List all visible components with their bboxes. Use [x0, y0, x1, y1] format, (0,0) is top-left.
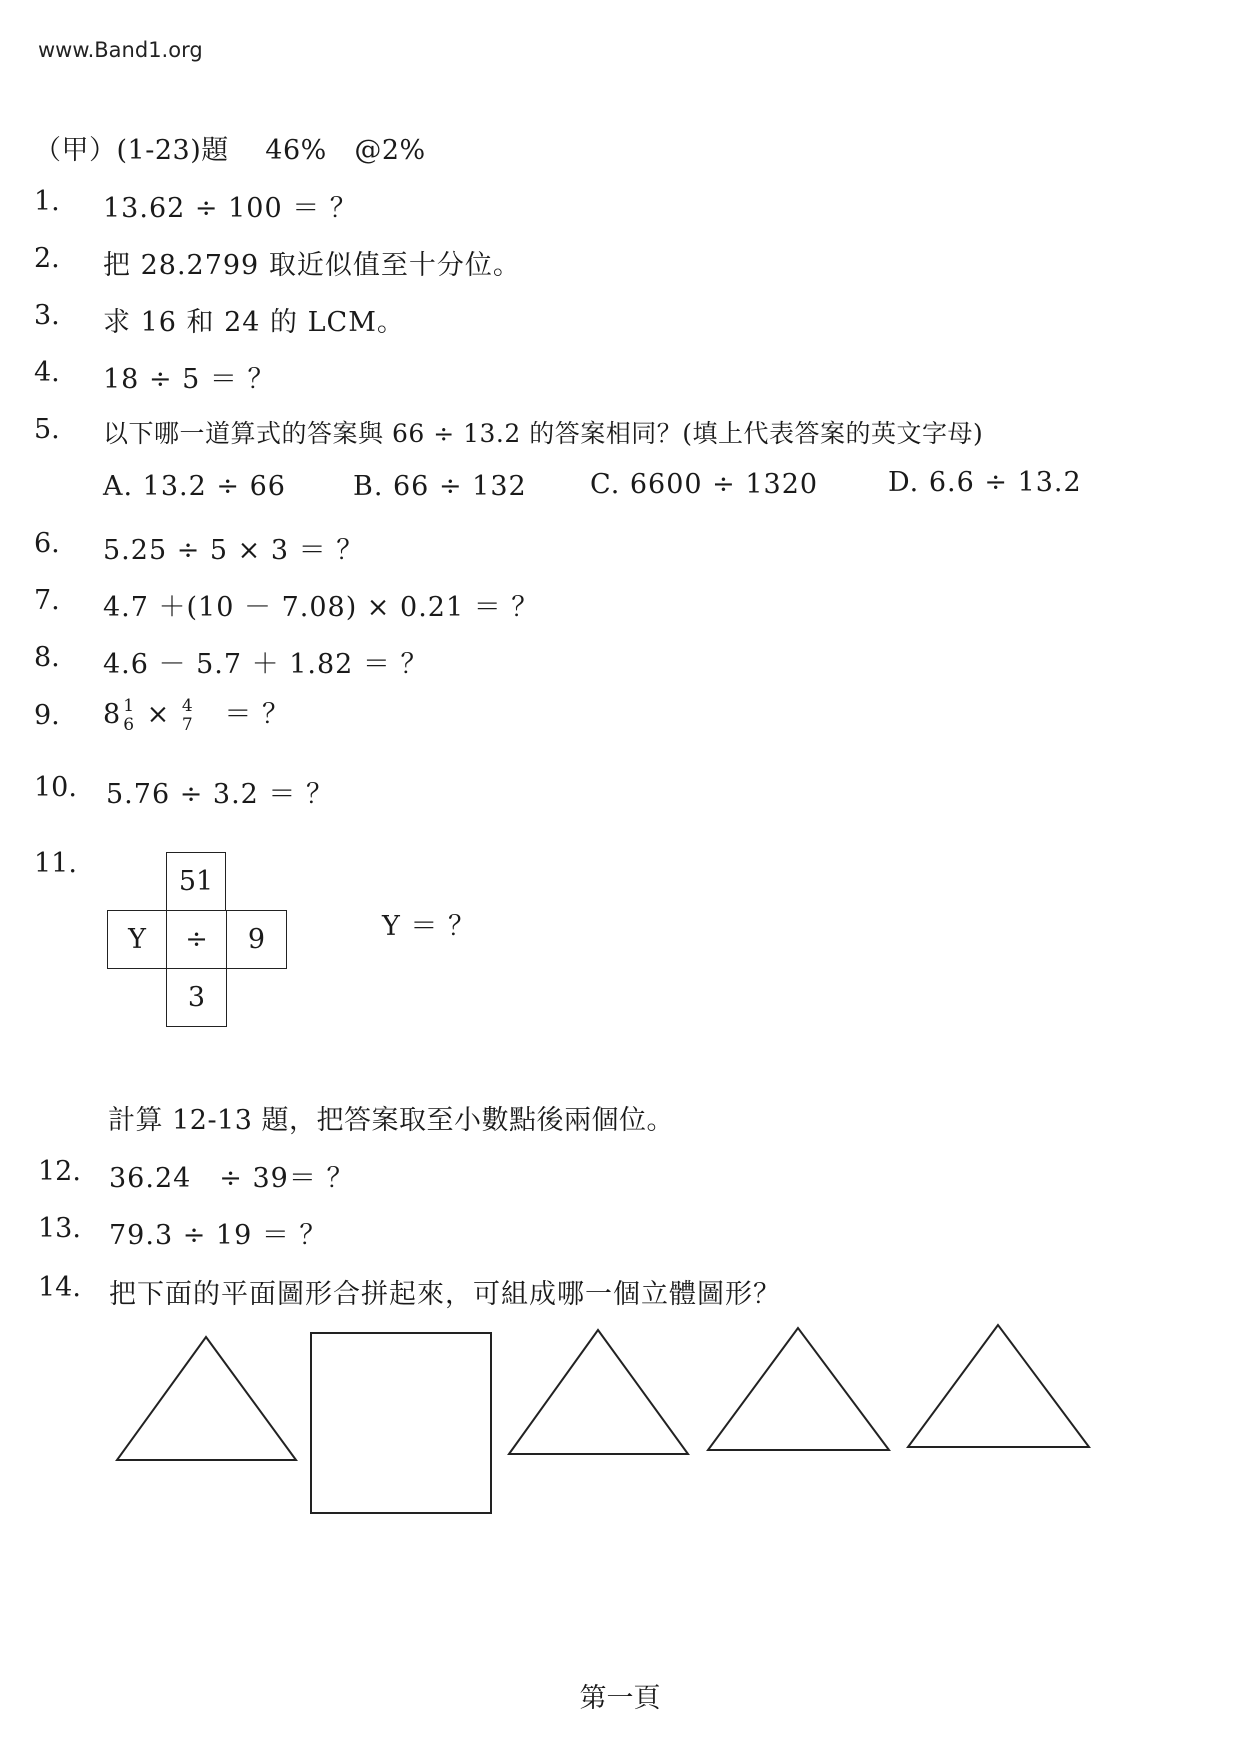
question-number: 9. — [34, 700, 60, 731]
denominator: 7 — [181, 714, 194, 735]
question-number: 13. — [38, 1213, 81, 1244]
question-number: 12. — [38, 1156, 81, 1187]
question-text: 把 28.2799 取近似值至十分位。 — [103, 250, 521, 281]
question-text: 13.62 ÷ 100 ＝ ？ — [103, 193, 358, 224]
denominator: 6 — [123, 714, 136, 735]
option-b: B. 66 ÷ 132 — [353, 471, 527, 502]
watermark: www.Band1.org — [38, 38, 203, 62]
option-c: C. 6600 ÷ 1320 — [590, 469, 819, 500]
option-a: A. 13.2 ÷ 66 — [103, 471, 286, 502]
box-left: Y — [107, 910, 167, 969]
question-number: 3. — [34, 300, 60, 331]
page-footer: 第一頁 — [579, 1683, 661, 1714]
section-header: （甲）(1-23)題 46% @2% — [34, 135, 426, 166]
times-sign: × — [146, 699, 171, 730]
question-text: 以下哪一道算式的答案與 66 ÷ 13.2 的答案相同？(填上代表答案的英文字母) — [103, 419, 984, 448]
box-right: 9 — [226, 910, 287, 969]
question-text: 18 ÷ 5 ＝ ？ — [103, 364, 276, 395]
question-text: 79.3 ÷ 19 ＝ ？ — [109, 1220, 328, 1251]
question-number: 2. — [34, 243, 60, 274]
triangle-3 — [708, 1328, 889, 1450]
question-text: 把下面的平面圖形合拼起來，可組成哪一個立體圖形？ — [109, 1279, 781, 1310]
question-number: 5. — [34, 414, 60, 445]
triangle-4 — [908, 1325, 1089, 1447]
question-text: 4.7 ＋(10 － 7.08) × 0.21 ＝ ？ — [103, 592, 540, 623]
square — [311, 1333, 491, 1513]
whole-number: 8 — [103, 699, 122, 730]
question-text: Y ＝ ？ — [382, 911, 476, 942]
question-text: 5.25 ÷ 5 × 3 ＝ ？ — [103, 535, 365, 566]
question-text: 36.24 ÷ 39＝ ？ — [109, 1163, 355, 1194]
box-bottom: 3 — [166, 968, 227, 1027]
question-number: 4. — [34, 357, 60, 388]
equals-question: ＝ ？ — [224, 699, 290, 730]
question-text: 5.76 ÷ 3.2 ＝ ？ — [106, 779, 335, 810]
question-number: 1. — [34, 186, 60, 217]
triangle-1 — [117, 1337, 296, 1460]
question-number: 10. — [34, 772, 77, 803]
question-number: 14. — [38, 1272, 81, 1303]
box-center: ÷ — [166, 910, 227, 969]
question-number: 11. — [34, 848, 77, 879]
question-number: 6. — [34, 528, 60, 559]
question-text: 求 16 和 24 的 LCM。 — [103, 307, 405, 338]
question-text: 4.6 － 5.7 ＋ 1.82 ＝ ？ — [103, 649, 429, 680]
option-d: D. 6.6 ÷ 13.2 — [888, 467, 1082, 498]
numerator: 1 — [123, 695, 136, 716]
box-top: 51 — [166, 852, 226, 911]
triangle-2 — [509, 1330, 688, 1454]
numerator: 4 — [181, 695, 194, 716]
question-number: 7. — [34, 585, 60, 616]
question-number: 8. — [34, 642, 60, 673]
instruction: 計算 12-13 題，把答案取至小數點後兩個位。 — [108, 1105, 675, 1136]
